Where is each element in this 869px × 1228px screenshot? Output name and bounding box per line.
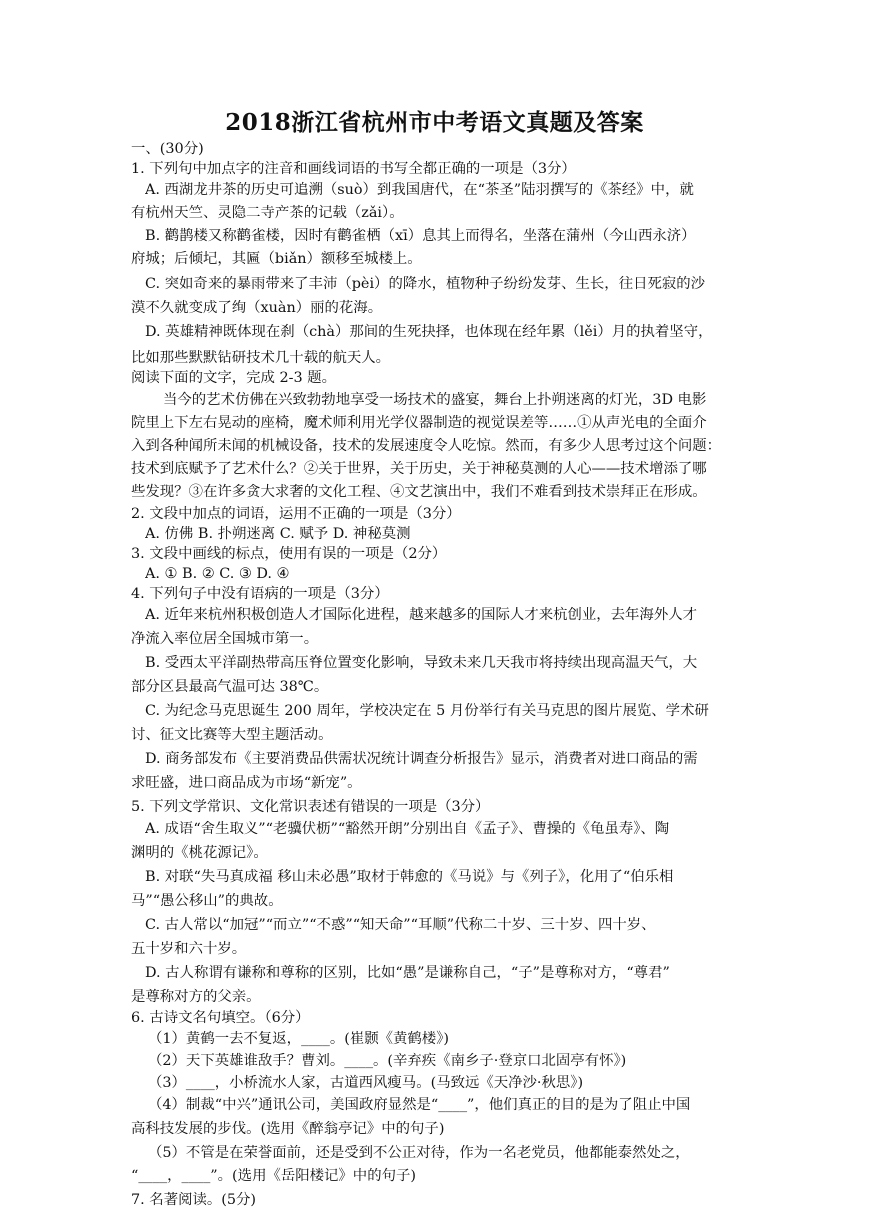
text-line: 是尊称对方的父亲。 <box>131 989 261 1005</box>
text-line: 漠不久就变成了绚（xuàn）丽的花海。 <box>131 300 383 316</box>
option-5b: B. 对联“失马真成福 移山未必愚”取材于韩愈的《马说》与《列子》，化用了“伯乐相 <box>145 869 674 885</box>
blank-6-1: （1）黄鹤一去不复返，____。(崔颢《黄鹤楼》) <box>148 1031 449 1047</box>
blank-6-5: （5）不管是在荣誉面前，还是受到不公正对待，作为一名老党员，他都能泰然处之， <box>148 1145 690 1161</box>
option-1d: D. 英雄精神既体现在刹（chà）那间的生死抉择，也体现在经年累（lěi）月的执着坚守， <box>145 324 713 340</box>
text-line: 高科技发展的步伐。(选用《醉翁亭记》中的句子) <box>131 1121 445 1137</box>
option-4c: C. 为纪念马克思诞生 200 周年，学校决定在 5 月份举行有关马克思的图片展览、学术研 <box>145 703 709 719</box>
option-1c: C. 突如奇来的暴雨带来了丰沛（pèi）的降水，植物种子纷纷发芽、生长，往日死寂的沙 <box>145 276 706 292</box>
passage-line: 入到各种闻所未闻的机械设备，技术的发展速度令人吃惊。然而，有多少人思考过这个问题： <box>131 438 722 454</box>
question-1: 1. 下列句中加点字的注音和画线词语的书写全都正确的一项是（3分） <box>131 161 576 177</box>
text-line: 渊明的《桃花源记》。 <box>131 845 268 861</box>
options-2: A. 仿佛 B. 扑朔迷离 C. 赋予 D. 神秘莫测 <box>145 526 411 542</box>
reading-instruction: 阅读下面的文字，完成 2-3 题。 <box>131 370 337 386</box>
option-4a: A. 近年来杭州积极创造人才国际化进程，越来越多的国际人才来杭创业，去年海外人才 <box>145 607 697 623</box>
blank-6-4: （4）制裁“中兴”通讯公司，美国政府显然是“____”，他们真正的目的是为了阻止中国 <box>148 1097 691 1113</box>
text-line: 部分区县最高气温可达 38℃。 <box>131 679 329 695</box>
text-line: 有杭州天竺、灵隐二寺产茶的记载（zǎi）。 <box>131 205 404 221</box>
text-line: 讨、征文比赛等大型主题活动。 <box>131 727 333 743</box>
option-4d: D. 商务部发布《主要消费品供需状况统计调查分析报告》显示，消费者对进口商品的需 <box>145 751 698 767</box>
text-line: 五十岁和六十岁。 <box>131 941 247 957</box>
option-1a: A. 西湖龙井茶的历史可追溯（suò）到我国唐代，在“茶圣”陆羽撰写的《茶经》中，就 <box>145 182 694 198</box>
section-heading: 一、(30分) <box>131 141 204 157</box>
question-6: 6. 古诗文名句填空。（6分） <box>131 1010 310 1026</box>
option-5c: C. 古人常以“加冠”“而立”“不惑”“知天命”“耳顺”代称二十岁、三十岁、四十岁、 <box>145 917 656 933</box>
question-2: 2. 文段中加点的词语，运用不正确的一项是（3分） <box>131 506 461 522</box>
option-4b: B. 受西太平洋副热带高压脊位置变化影响，导致未来几天我市将持续出现高温天气，大 <box>145 655 698 671</box>
page-title: 2018浙江省杭州市中考语文真题及答案 <box>225 109 644 136</box>
question-5: 5. 下列文学常识、文化常识表述有错误的一项是（3分） <box>131 799 490 815</box>
text-line: 求旺盛，进口商品成为市场“新宠”。 <box>131 775 362 791</box>
blank-6-3: （3）____，小桥流水人家，古道西风瘦马。(马致远《天净沙·秋思》) <box>148 1075 584 1091</box>
text-line: 净流入率位居全国城市第一。 <box>131 631 319 647</box>
option-5a: A. 成语“舍生取义”“老骥伏枥”“豁然开朗”分别出自《孟子》、曹操的《龟虽寿》、陶 <box>145 821 670 837</box>
blank-6-2: （2）天下英雄谁敌手？曹刘。____。(辛弃疾《南乡子·登京口北固亭有怀》) <box>148 1053 627 1069</box>
question-7: 7. 名著阅读。(5分) <box>131 1192 257 1208</box>
question-4: 4. 下列句子中没有语病的一项是（3分） <box>131 586 389 602</box>
text-line: “____，____”。(选用《岳阳楼记》中的句子) <box>131 1168 416 1184</box>
option-1b: B. 鹳鹊楼又称鹳雀楼，因时有鹳雀栖（xī）息其上而得名，坐落在蒲州（今山西永济） <box>145 228 696 244</box>
passage-line: 当今的艺术仿佛在兴致勃勃地享受一场技术的盛宴，舞台上扑朔迷离的灯光，3D 电影 <box>163 392 707 408</box>
passage-line: 些发现？③在许多贪大求奢的文化工程、④文艺演出中，我们不难看到技术崇拜正在形成。 <box>131 484 707 500</box>
question-3: 3. 文段中画线的标点，使用有误的一项是（2分） <box>131 546 447 562</box>
passage-line: 院里上下左右晃动的座椅，魔术师利用光学仪器制造的视觉误差等……①从声光电的全面介 <box>131 415 707 431</box>
passage-line: 技术到底赋予了艺术什么？②关于世界，关于历史，关于神秘莫测的人心——技术增添了哪 <box>131 461 707 477</box>
text-line: 府城；后倾圮，其匾（biǎn）额移至城楼上。 <box>131 251 422 267</box>
text-line: 马”“愚公移山”的典故。 <box>131 893 283 909</box>
options-3: A. ① B. ② C. ③ D. ④ <box>145 566 290 582</box>
option-5d: D. 古人称谓有谦称和尊称的区别，比如“愚”是谦称自己，“子”是尊称对方，“尊君” <box>145 965 670 981</box>
text-line: 比如那些默默钻研技术几十载的航天人。 <box>131 350 391 366</box>
